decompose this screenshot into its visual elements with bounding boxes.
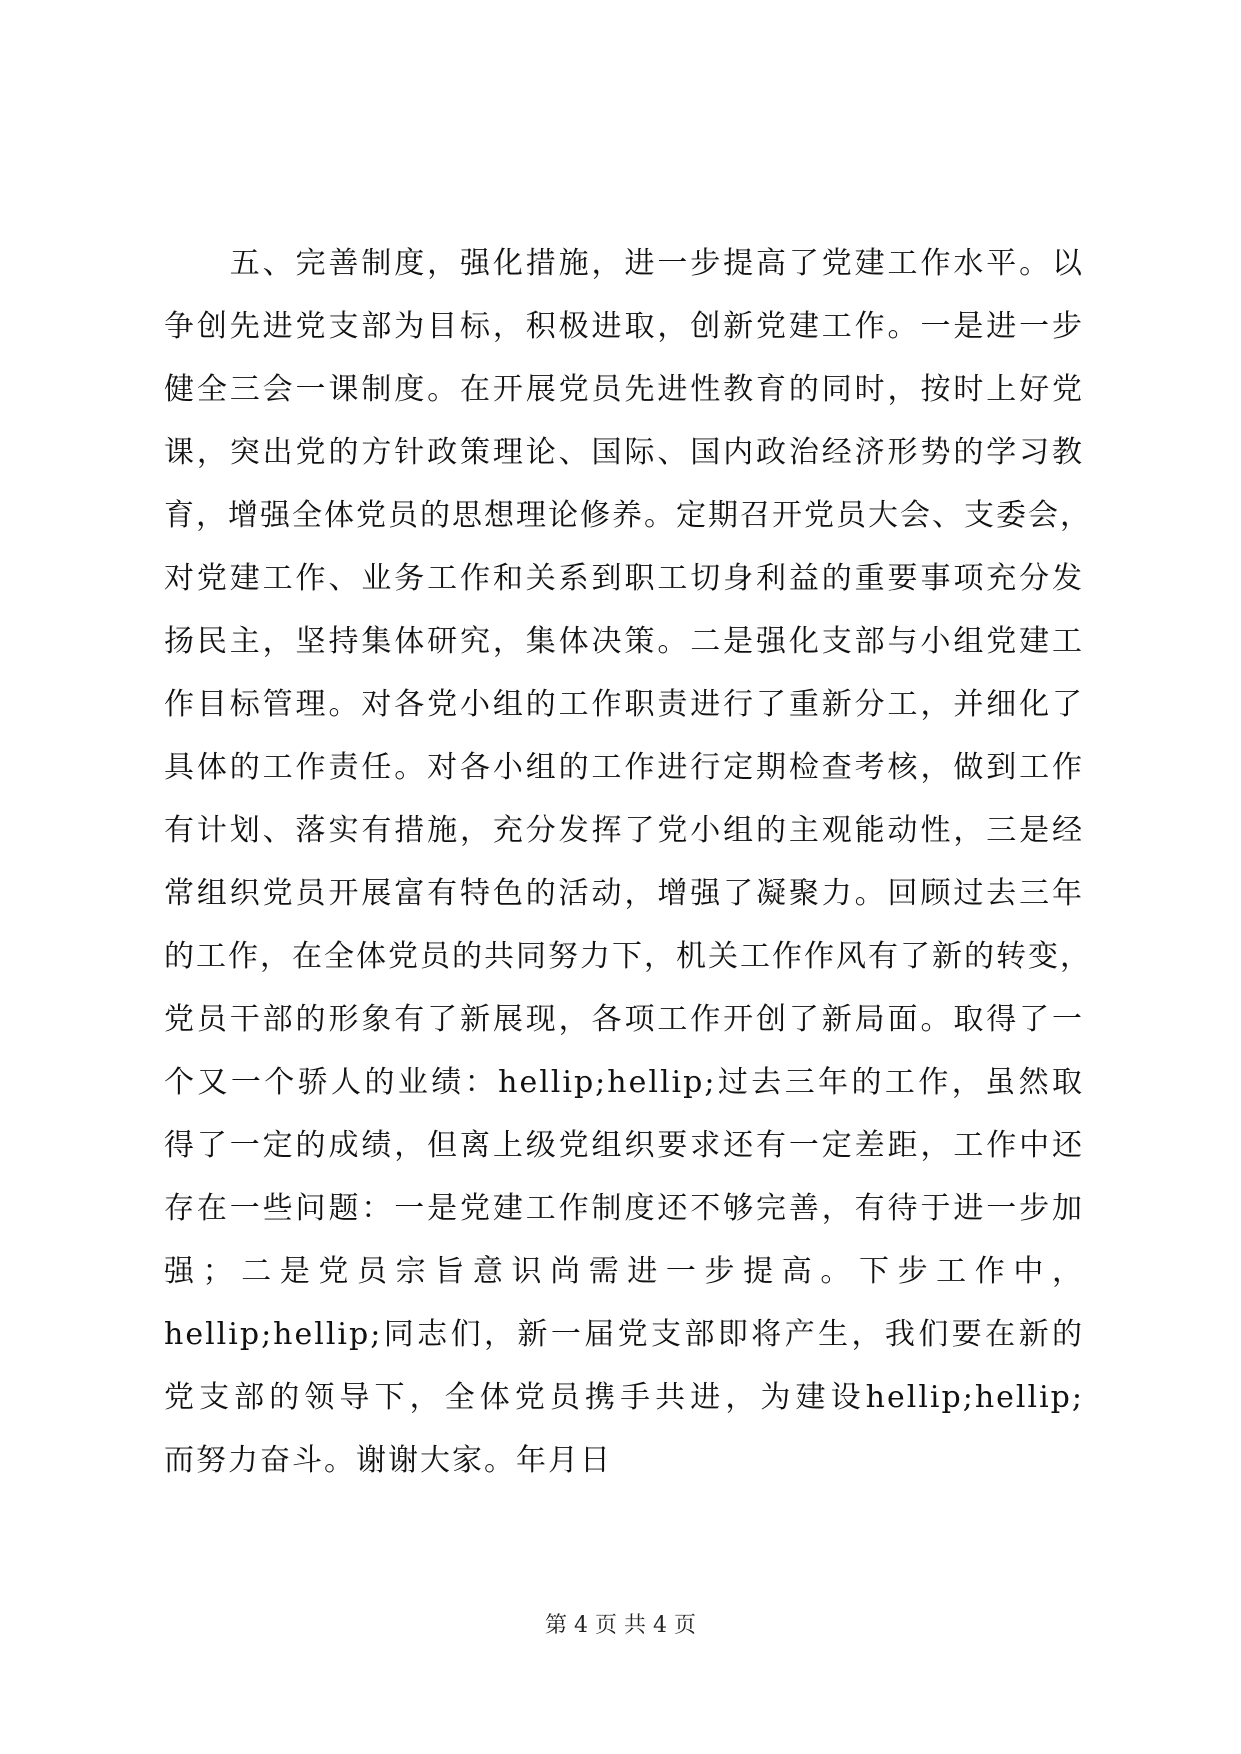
- text-line: 健全三会一课制度。在开展党员先进性教育的同时，按时上好党: [164, 372, 1084, 407]
- text-line: 强；二是党员宗旨意识尚需进一步提高。下步工作中，: [164, 1254, 1084, 1289]
- text-line: 五、完善制度，强化措施，进一步提高了党建工作水平。以: [164, 246, 1084, 281]
- text-line: 对党建工作、业务工作和关系到职工切身利益的重要事项充分发: [164, 561, 1084, 596]
- body-text: [164, 232, 1092, 1492]
- page-footer: 第 4 页 共 4 页: [545, 1613, 696, 1638]
- text-line: 常组织党员开展富有特色的活动，增强了凝聚力。回顾过去三年: [164, 876, 1084, 911]
- text-line: 个又一个骄人的业绩：hellip;hellip;过去三年的工作，虽然取: [164, 1065, 1084, 1100]
- text-line: 存在一些问题：一是党建工作制度还不够完善，有待于进一步加: [164, 1191, 1084, 1226]
- text-line: 有计划、落实有措施，充分发挥了党小组的主观能动性，三是经: [164, 813, 1084, 848]
- text-line: 作目标管理。对各党小组的工作职责进行了重新分工，并细化了: [164, 687, 1084, 722]
- text-line: hellip;hellip;同志们，新一届党支部即将产生，我们要在新的: [164, 1317, 1084, 1352]
- text-line: 的工作，在全体党员的共同努力下，机关工作作风有了新的转变，: [164, 939, 1092, 974]
- text-line: 课，突出党的方针政策理论、国际、国内政治经济形势的学习教: [164, 435, 1084, 470]
- text-line: 得了一定的成绩，但离上级党组织要求还有一定差距，工作中还: [164, 1128, 1084, 1163]
- text-line: 育，增强全体党员的思想理论修养。定期召开党员大会、支委会，: [164, 498, 1092, 533]
- text-line: 争创先进党支部为目标，积极进取，创新党建工作。一是进一步: [164, 309, 1084, 344]
- text-line: 而努力奋斗。谢谢大家。年月日: [164, 1443, 612, 1478]
- text-line: 具体的工作责任。对各小组的工作进行定期检查考核，做到工作: [164, 750, 1084, 785]
- text-line: 扬民主，坚持集体研究，集体决策。二是强化支部与小组党建工: [164, 624, 1084, 659]
- text-line: 党员干部的形象有了新展现，各项工作开创了新局面。取得了一: [164, 1002, 1084, 1037]
- text-line: 党支部的领导下，全体党员携手共进，为建设hellip;hellip;: [164, 1380, 1084, 1415]
